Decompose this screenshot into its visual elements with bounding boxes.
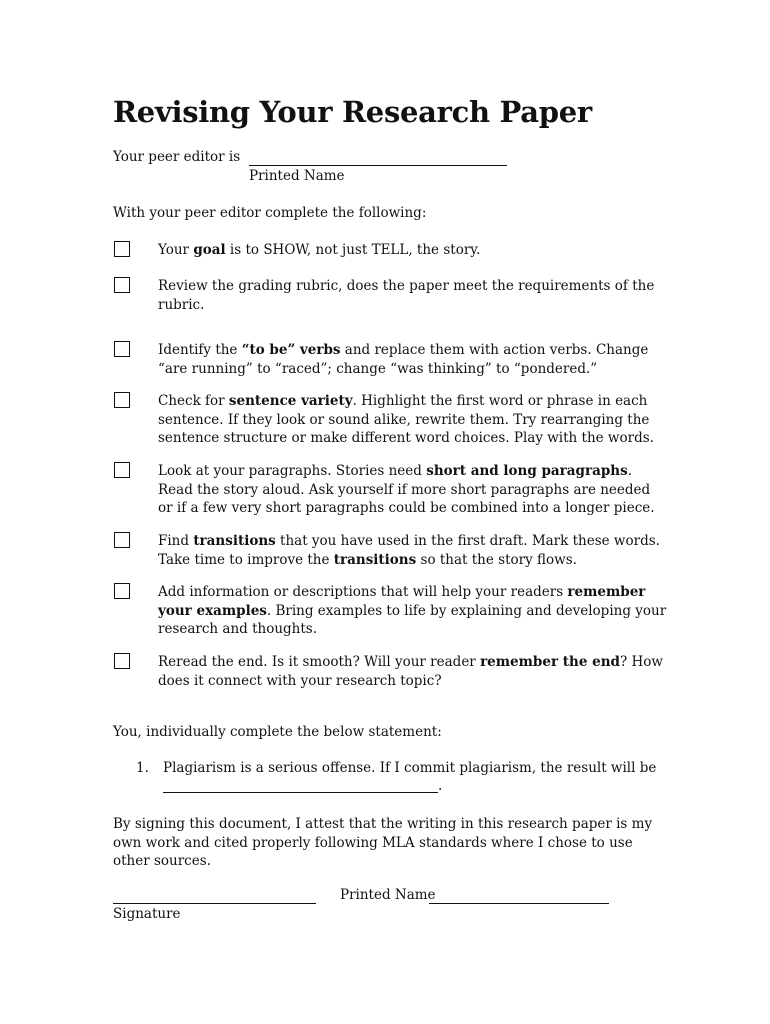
checklist-item-rubric bbox=[158, 277, 668, 314]
checklist-item-ending bbox=[158, 653, 668, 690]
checkbox-paragraphs[interactable] bbox=[114, 462, 130, 478]
statement-end-punct: . bbox=[438, 778, 443, 794]
printed-name-label: Printed Name bbox=[340, 887, 436, 903]
item-text: and replace them with action verbs. Change “are running” to “raced”; change “was thinking” to “pondered.” bbox=[158, 342, 649, 377]
emphasis-text: transitions bbox=[193, 533, 276, 549]
peer-editor-name-field[interactable] bbox=[249, 165, 507, 166]
emphasis-text: remember the end bbox=[480, 654, 620, 670]
item-text: Review the grading rubric, does the paper meet the requirements of the rubric. bbox=[158, 278, 655, 313]
statement-number: 1. bbox=[136, 760, 149, 776]
checkbox-sentence-variety[interactable] bbox=[114, 392, 130, 408]
item-text: . Read the story aloud. Ask yourself if more short paragraphs are needed or if a few very short paragraphs could be combined into a longer piece. bbox=[158, 463, 655, 516]
item-text: . Bring examples to life by explaining and developing your research and thoughts. bbox=[158, 602, 667, 637]
item-text: Identify the bbox=[158, 342, 242, 358]
item-text: Look at your paragraphs. Stories need bbox=[158, 463, 427, 479]
checklist-item-to-be-verbs bbox=[158, 341, 668, 378]
item-text: Find bbox=[158, 533, 194, 549]
emphasis-text: sentence variety bbox=[228, 393, 353, 409]
attestation-paragraph: By signing this document, I attest that the writing in this research paper is my own work and cited properly following MLA standards where I chose to use other sources. bbox=[113, 816, 653, 869]
instructions-intro: With your peer editor complete the following: bbox=[113, 205, 427, 221]
item-text: Your bbox=[158, 242, 194, 258]
checkbox-rubric[interactable] bbox=[114, 277, 130, 293]
item-text: Reread the end. Is it smooth? Will your reader bbox=[158, 654, 481, 670]
checklist-item-sentence-variety bbox=[158, 392, 668, 448]
item-text: Add information or descriptions that will help your readers bbox=[158, 584, 568, 600]
checkbox-ending[interactable] bbox=[114, 653, 130, 669]
item-text: is to SHOW, not just TELL, the story. bbox=[225, 242, 481, 258]
peer-editor-printed-name-caption: Printed Name bbox=[249, 168, 345, 184]
item-text: ? How does it connect with your research topic? bbox=[158, 654, 663, 689]
checkbox-goal[interactable] bbox=[114, 241, 130, 257]
checklist-item-paragraphs bbox=[158, 462, 668, 518]
item-text: that you have used in the first draft. Mark these words. Take time to improve the bbox=[158, 533, 660, 568]
checkbox-examples[interactable] bbox=[114, 583, 130, 599]
plagiarism-statement: Plagiarism is a serious offense. If I commit plagiarism, the result will be bbox=[163, 760, 657, 776]
signature-label: Signature bbox=[113, 906, 181, 922]
emphasis-text: remember your examples bbox=[158, 584, 646, 619]
checklist-item-transitions bbox=[158, 532, 668, 569]
emphasis-text: transitions bbox=[333, 551, 417, 568]
plagiarism-result-field[interactable] bbox=[163, 792, 438, 793]
emphasis-text: “to be” verbs bbox=[241, 342, 341, 358]
emphasis-text: goal bbox=[193, 242, 226, 258]
page-title: Revising Your Research Paper bbox=[113, 95, 592, 129]
individual-heading: You, individually complete the below statement: bbox=[113, 724, 442, 740]
item-text: . Highlight the first word or phrase in each sentence. If they look or sound alike, rewrite them. Try rearranging the sentence structure or make different word choices. Play with the words. bbox=[158, 393, 654, 446]
item-text: so that the story flows. bbox=[416, 551, 577, 568]
signature-field[interactable] bbox=[113, 903, 316, 904]
checkbox-transitions[interactable] bbox=[114, 532, 130, 548]
checkbox-to-be-verbs[interactable] bbox=[114, 341, 130, 357]
checklist-item-goal bbox=[158, 241, 668, 260]
item-text: Check for bbox=[158, 393, 229, 409]
printed-name-field[interactable] bbox=[429, 903, 609, 904]
emphasis-text: short and long paragraphs bbox=[426, 463, 628, 479]
peer-editor-label: Your peer editor is bbox=[113, 149, 241, 165]
checklist-item-examples bbox=[158, 583, 668, 639]
